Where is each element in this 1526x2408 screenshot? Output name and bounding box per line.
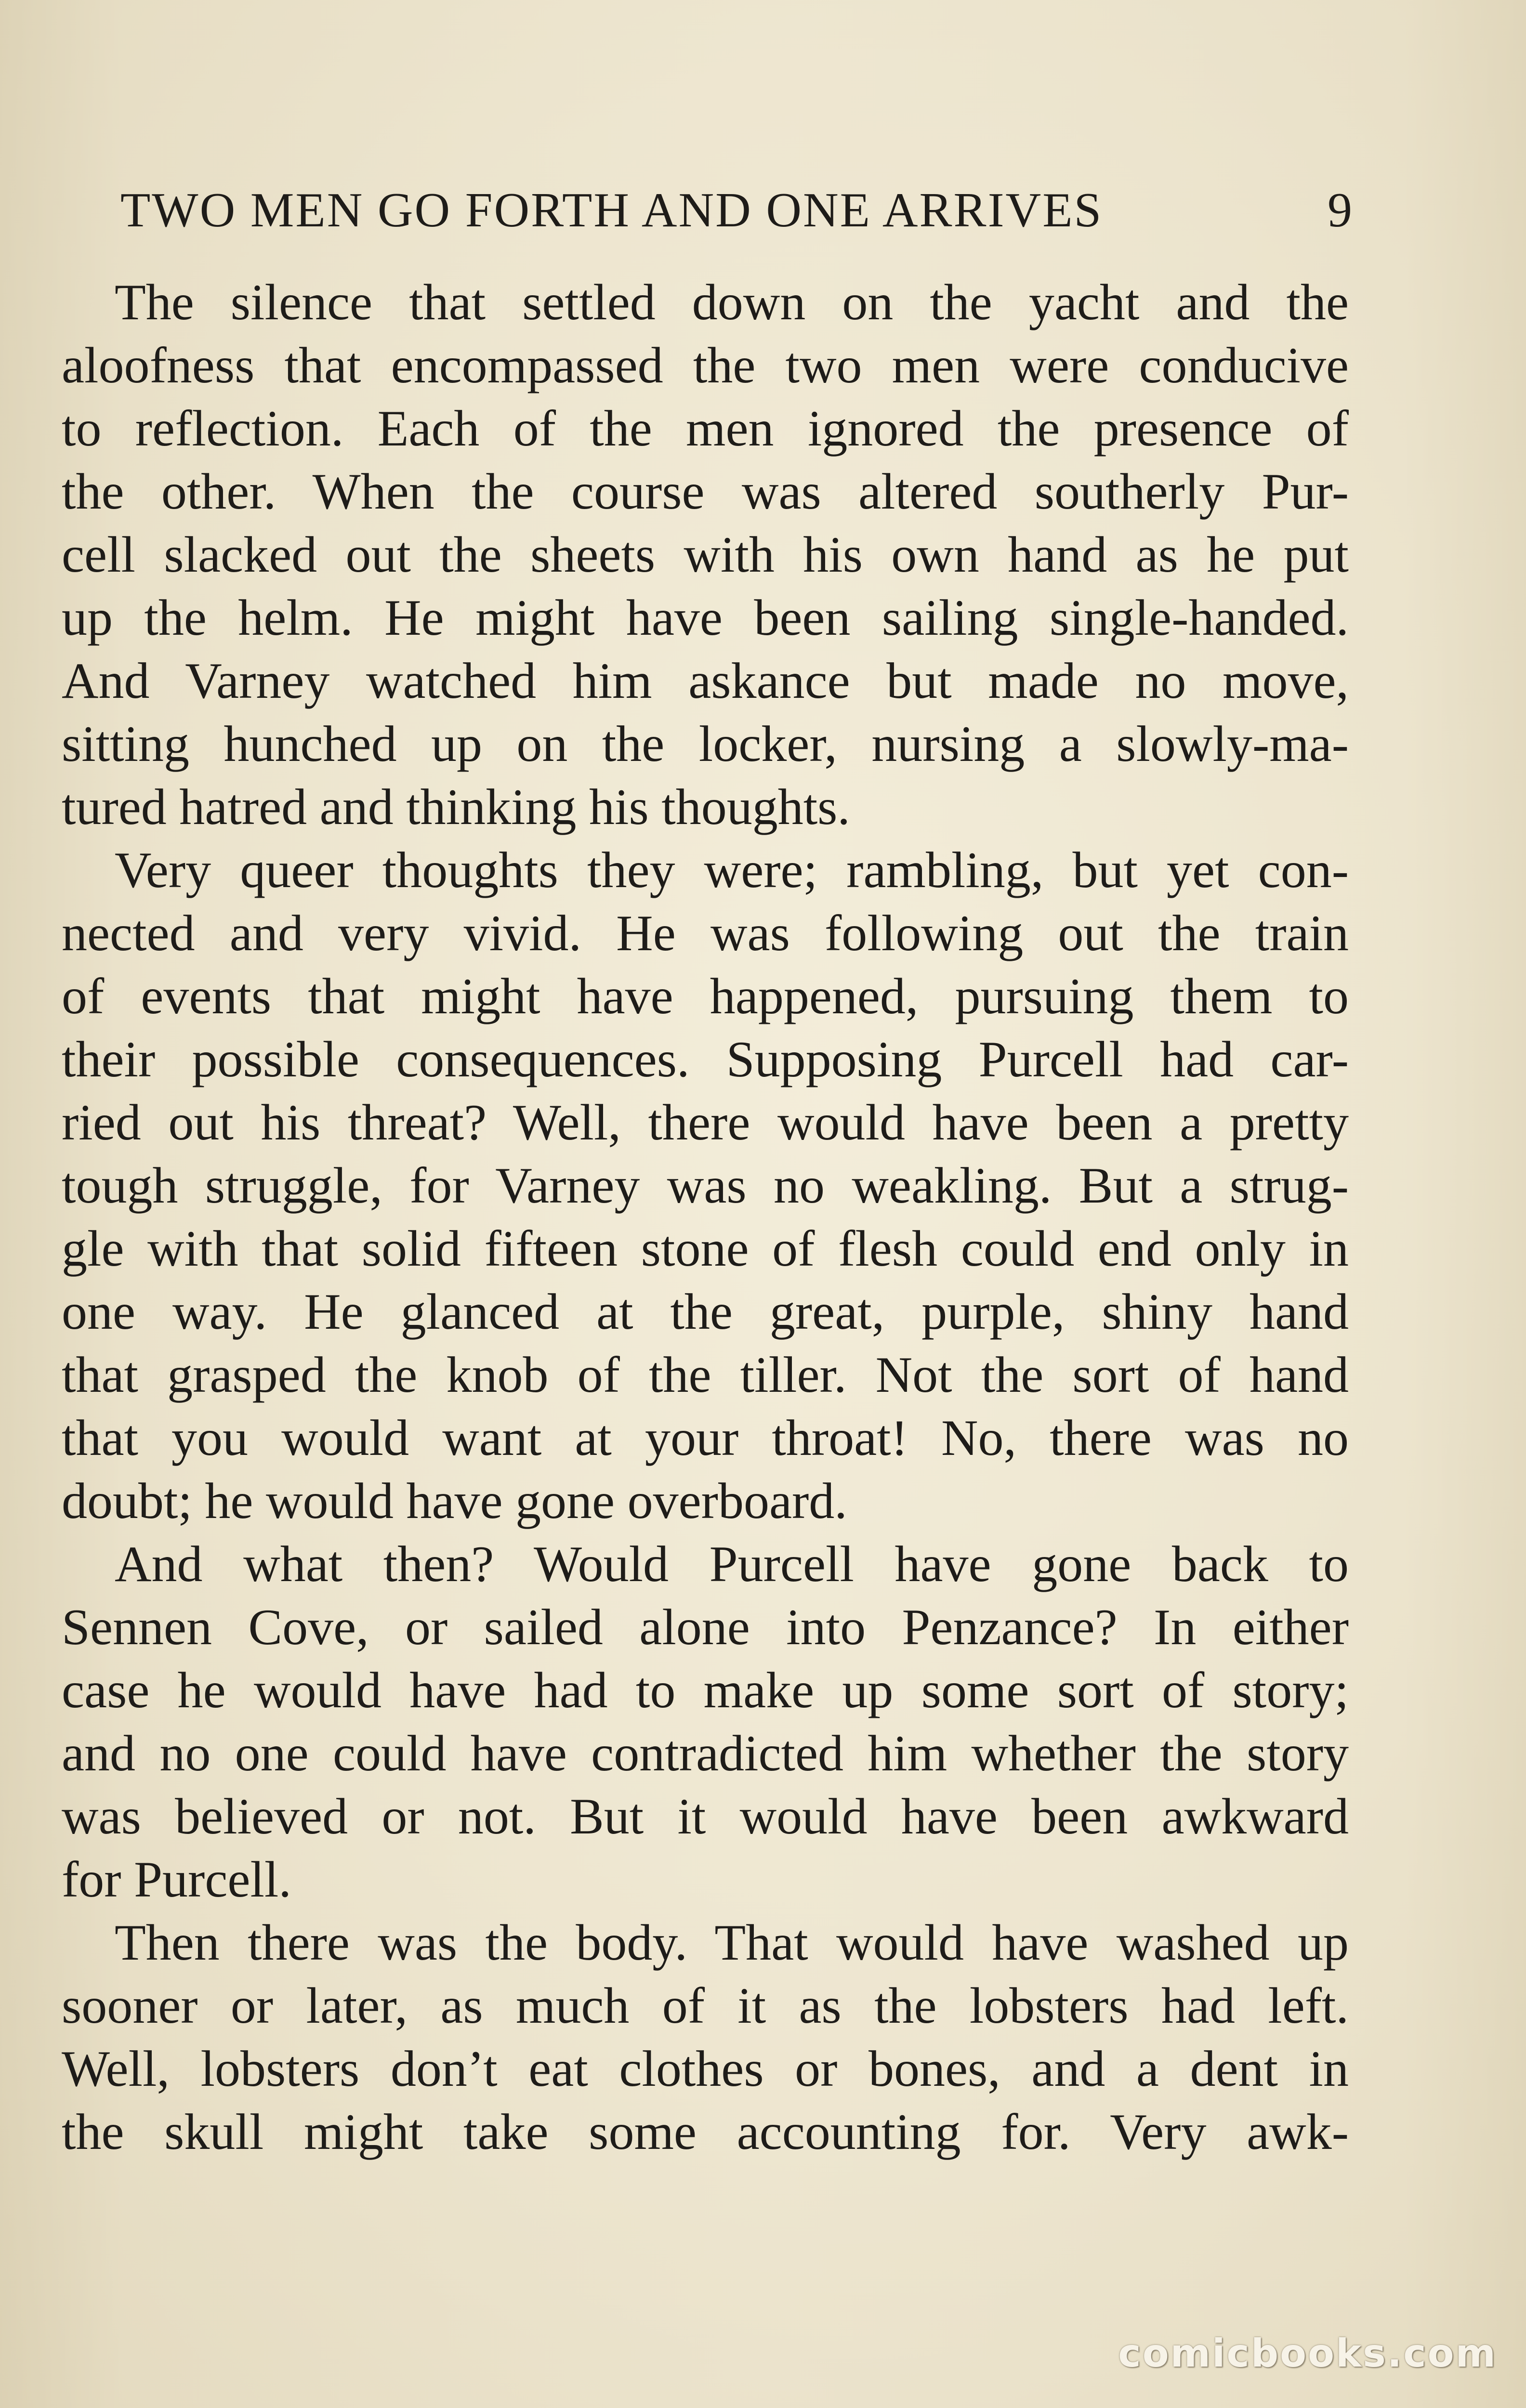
text-line: Well, lobsters don’t eat clothes or bones, and a dent in xyxy=(62,2041,1349,2097)
text-line: The silence that settled down on the yacht and the xyxy=(115,274,1349,330)
text-line: was believed or not. But it would have been awkward xyxy=(62,1788,1349,1845)
text-line: sooner or later, as much of it as the lobsters had left. xyxy=(62,1977,1349,2034)
text-line: sitting hunched up on the locker, nursing a slowly-ma- xyxy=(62,716,1349,772)
page-number: 9 xyxy=(1328,183,1354,237)
text-line: of events that might have happened, pursuing them to xyxy=(62,968,1349,1024)
text-line: Then there was the body. That would have washed up xyxy=(115,1914,1349,1971)
paragraph xyxy=(62,1532,1349,1911)
text-line: the other. When the course was altered southerly Pur- xyxy=(62,463,1349,520)
text-line: the skull might take some accounting for. Very awk- xyxy=(62,2104,1349,2160)
text-line: that grasped the knob of the tiller. Not the sort of hand xyxy=(62,1347,1349,1403)
text-line: Very queer thoughts they were; rambling, but yet con- xyxy=(115,842,1349,898)
text-line: for Purcell. xyxy=(62,1851,291,1908)
text-line: And what then? Would Purcell have gone back to xyxy=(115,1536,1349,1592)
watermark: comicbooks.com xyxy=(1118,2331,1497,2376)
text-line: case he would have had to make up some sort of story; xyxy=(62,1662,1349,1718)
text-line: up the helm. He might have been sailing single-handed. xyxy=(62,589,1349,646)
paragraph xyxy=(62,838,1349,1532)
text-line: nected and very vivid. He was following out the train xyxy=(62,905,1349,961)
paragraph xyxy=(62,1911,1349,2163)
paragraph xyxy=(62,271,1349,838)
text-line: tured hatred and thinking his thoughts. xyxy=(62,779,850,835)
text-line: doubt; he would have gone overboard. xyxy=(62,1473,847,1529)
text-line: one way. He glanced at the great, purple, shiny hand xyxy=(62,1283,1349,1340)
text-line: aloofness that encompassed the two men were conducive xyxy=(62,337,1349,393)
text-line: cell slacked out the sheets with his own hand as he put xyxy=(62,526,1349,583)
text-line: their possible consequences. Supposing Purcell had car- xyxy=(62,1031,1349,1087)
running-head xyxy=(120,174,1354,247)
chapter-title: TWO MEN GO FORTH AND ONE ARRIVES xyxy=(120,183,1103,237)
text-line: tough struggle, for Varney was no weakling. But a strug- xyxy=(62,1157,1349,1214)
text-line: and no one could have contradicted him whether the story xyxy=(62,1725,1349,1781)
text-line: that you would want at your throat! No, there was no xyxy=(62,1410,1349,1466)
text-line: to reflection. Each of the men ignored the presence of xyxy=(62,400,1349,457)
text-line: gle with that solid fifteen stone of flesh could end only in xyxy=(62,1220,1349,1277)
body-text xyxy=(62,271,1349,2163)
text-line: ried out his threat? Well, there would have been a pretty xyxy=(62,1094,1349,1151)
text-line: And Varney watched him askance but made no move, xyxy=(62,653,1349,709)
text-line: Sennen Cove, or sailed alone into Penzance? In either xyxy=(62,1599,1349,1655)
